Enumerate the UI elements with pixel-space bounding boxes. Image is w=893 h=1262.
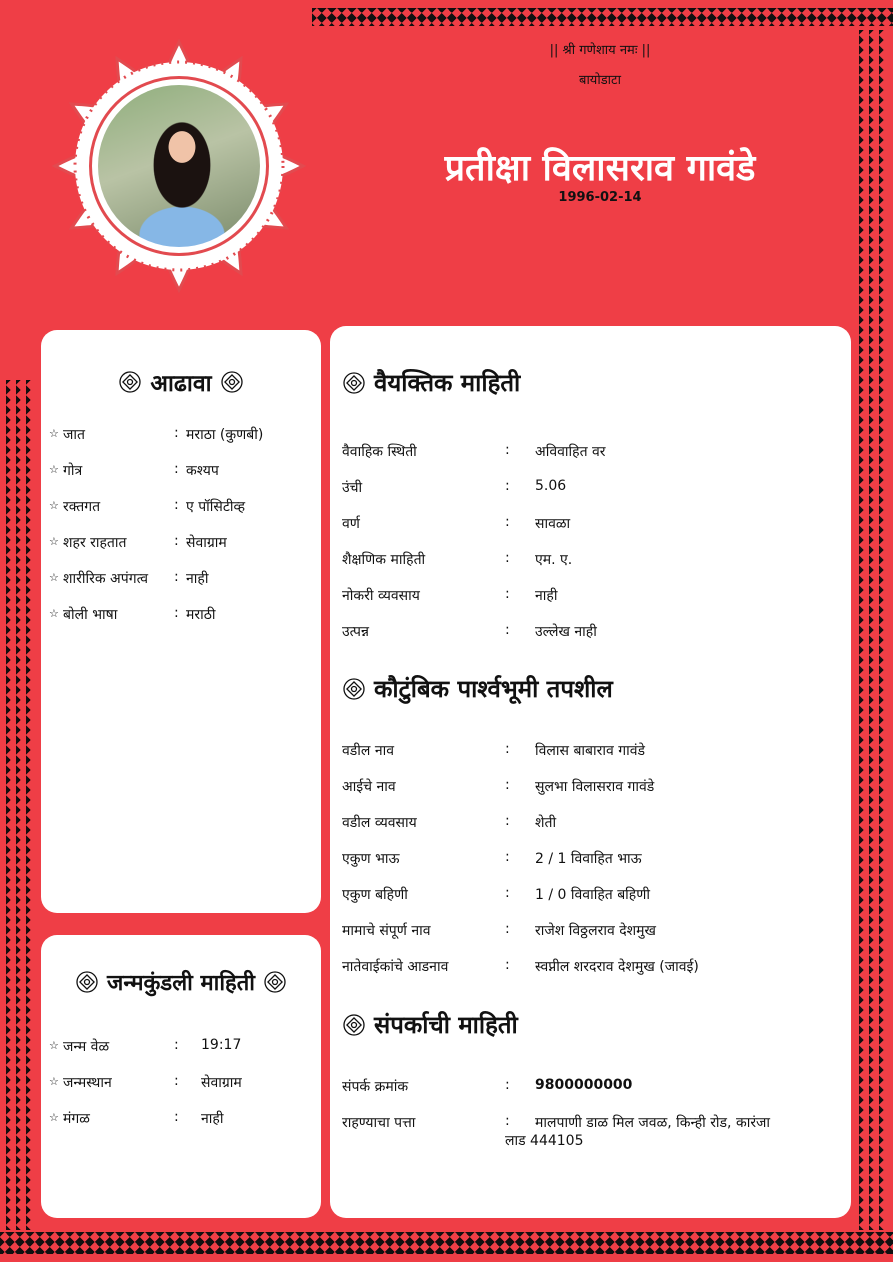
star-icon: ☆ (49, 607, 59, 620)
field-value: नाही (186, 571, 209, 587)
field-label: वडील व्यवसाय (342, 815, 417, 831)
candidate-name: प्रतीक्षा विलासराव गावंडे (444, 148, 756, 189)
field-separator: : (505, 478, 510, 494)
field-value: सेवाग्राम (186, 535, 227, 551)
field-separator: : (505, 550, 510, 566)
field-separator: : (174, 605, 179, 621)
mandala-icon (263, 970, 287, 994)
contact-section-header (342, 1008, 518, 1041)
field-value: 19:17 (201, 1037, 242, 1053)
contact-title: संपर्काची माहिती (374, 1011, 518, 1039)
field-separator: : (174, 425, 179, 441)
star-icon: ☆ (49, 499, 59, 512)
field-label: एकुण भाऊ (342, 851, 400, 867)
field-separator: : (505, 777, 510, 793)
field-label: संपर्क क्रमांक (342, 1079, 409, 1095)
address-line-2: लाड 444105 (505, 1133, 584, 1149)
field-label: जन्म वेळ (63, 1039, 110, 1055)
left-border-pattern (6, 380, 32, 1230)
invocation-text: || श्री गणेशाय नमः || (549, 43, 651, 58)
field-separator: : (505, 622, 510, 638)
field-label: आईचे नाव (342, 779, 396, 795)
field-label: नातेवाईकांचे आडनाव (342, 959, 449, 975)
bottom-border-pattern (0, 1232, 893, 1254)
field-value: ए पॉसिटीव्ह (186, 499, 246, 515)
field-label: उत्पन्न (342, 624, 369, 640)
field-value: मराठा (कुणबी) (186, 427, 264, 443)
field-separator: : (505, 442, 510, 458)
profile-photo (98, 85, 260, 247)
origin-section-header (41, 366, 321, 398)
field-label: जन्मस्थान (63, 1075, 112, 1091)
field-separator: : (174, 1037, 179, 1053)
field-separator: : (174, 497, 179, 513)
field-value: सावळा (535, 516, 571, 532)
field-label: वैवाहिक स्थिती (342, 444, 417, 460)
field-separator: : (505, 1113, 510, 1129)
top-border-pattern (312, 8, 893, 26)
field-label: वडील नाव (342, 743, 395, 759)
field-separator: : (505, 1077, 510, 1093)
field-value: नाही (535, 588, 558, 604)
star-icon: ☆ (49, 427, 59, 440)
mandala-icon (118, 370, 142, 394)
horoscope-title: जन्मकुंडली माहिती (107, 971, 255, 996)
profile-photo-frame (33, 20, 325, 312)
field-label: राहण्याचा पत्ता (342, 1115, 416, 1131)
star-icon: ☆ (49, 1075, 59, 1088)
field-separator: : (174, 1109, 179, 1125)
field-separator: : (505, 849, 510, 865)
field-separator: : (174, 461, 179, 477)
field-separator: : (505, 813, 510, 829)
mandala-icon (75, 970, 99, 994)
field-label: वर्ण (342, 516, 360, 532)
field-label: एकुण बहिणी (342, 887, 408, 903)
field-separator: : (174, 1073, 179, 1089)
right-border-pattern (859, 30, 885, 1230)
field-label: शैक्षणिक माहिती (342, 552, 426, 568)
field-label: शहर राहतात (63, 535, 127, 551)
mandala-icon (342, 1013, 366, 1037)
field-label: नोकरी व्यवसाय (342, 588, 420, 604)
field-value: सुलभा विलासराव गावंडे (535, 779, 655, 795)
family-section-header (342, 672, 613, 705)
field-value: कश्यप (186, 463, 219, 479)
field-value: विलास बाबाराव गावंडे (535, 743, 646, 759)
document-type: बायोडाटा (579, 73, 621, 88)
field-value: शेती (535, 815, 557, 831)
field-value: 1 / 0 विवाहित बहिणी (535, 887, 650, 903)
field-label: मंगळ (63, 1111, 90, 1127)
field-value: सेवाग्राम (201, 1075, 242, 1091)
field-value: एम. ए. (535, 552, 573, 568)
field-value: 2 / 1 विवाहित भाऊ (535, 851, 642, 867)
origin-title: आढावा (150, 371, 212, 397)
mandala-icon (342, 677, 366, 701)
field-separator: : (505, 741, 510, 757)
field-separator: : (505, 885, 510, 901)
date-of-birth: 1996-02-14 (558, 190, 642, 205)
field-value: राजेश विठ्ठलराव देशमुख (535, 923, 656, 939)
details-card (330, 326, 851, 1218)
star-icon: ☆ (49, 535, 59, 548)
field-value: 5.06 (535, 478, 567, 494)
mandala-icon (220, 370, 244, 394)
origin-card (41, 330, 321, 913)
field-separator: : (505, 514, 510, 530)
field-label: जात (63, 427, 85, 443)
field-label: उंची (342, 480, 363, 496)
horoscope-card (41, 935, 321, 1218)
horoscope-section-header (41, 967, 321, 997)
star-icon: ☆ (49, 463, 59, 476)
personal-section-header (342, 366, 520, 399)
field-label: बोली भाषा (63, 607, 118, 623)
field-label: गोत्र (63, 463, 83, 479)
address-line-1: मालपाणी डाळ मिल जवळ, किन्ही रोड, कारंजा (535, 1115, 771, 1131)
star-icon: ☆ (49, 1111, 59, 1124)
field-label: शारीरिक अपंगत्व (63, 571, 149, 587)
field-separator: : (174, 569, 179, 585)
field-separator: : (505, 921, 510, 937)
field-separator: : (505, 957, 510, 973)
field-separator: : (505, 586, 510, 602)
field-separator: : (174, 533, 179, 549)
mandala-icon (342, 371, 366, 395)
field-label: रक्तगत (63, 499, 101, 515)
field-value: मराठी (186, 607, 216, 623)
star-icon: ☆ (49, 571, 59, 584)
phone-value: 9800000000 (535, 1077, 633, 1093)
field-value: स्वप्नील शरदराव देशमुख (जावई) (535, 959, 699, 975)
field-value: उल्लेख नाही (535, 624, 597, 640)
field-label: मामाचे संपूर्ण नाव (342, 923, 431, 939)
family-title: कौटुंबिक पार्श्वभूमी तपशील (374, 675, 613, 703)
field-value: अविवाहित वर (535, 444, 606, 460)
star-icon: ☆ (49, 1039, 59, 1052)
personal-title: वैयक्तिक माहिती (374, 369, 521, 397)
field-value: नाही (201, 1111, 224, 1127)
